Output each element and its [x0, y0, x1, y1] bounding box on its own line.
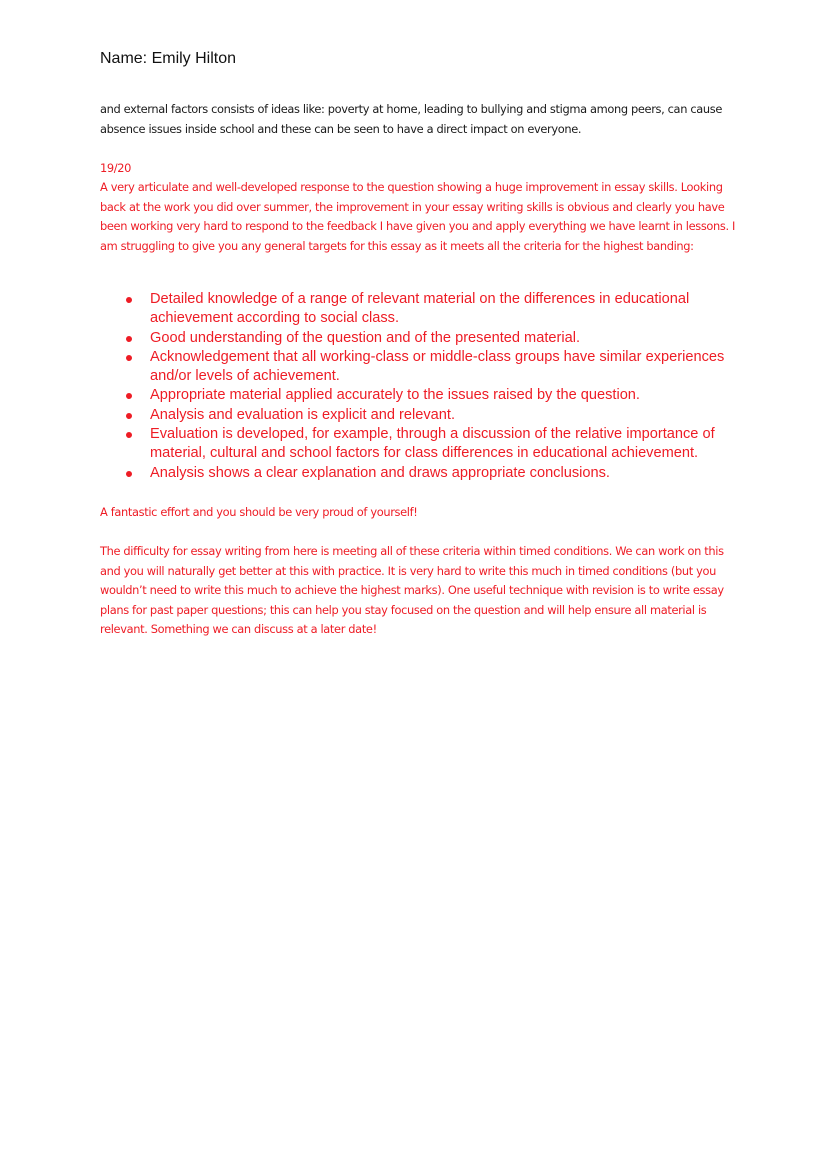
criteria-item [100, 425, 740, 464]
criteria-item [100, 348, 740, 387]
bullet-icon [126, 355, 132, 361]
essay-continuation: and external factors consists of ideas like: poverty at home, leading to bullying and stigma among peers, can cause absence issues inside school and these can be seen to have a direct impact on everyone. [100, 102, 722, 136]
criteria-text: Analysis and evaluation is explicit and relevant. [150, 406, 456, 423]
feedback-score: 19/20 [100, 161, 132, 175]
student-name: Name: Emily Hilton [100, 50, 237, 67]
bullet-icon [126, 393, 132, 399]
feedback-intro: A very articulate and well-developed response to the question showing a huge improvement in essay skills. Looking back at the work you did over summer, the improvement in your essay writing skills is obvious and clearly you have been working very hard to respond to the feedback I have given you and apply everything we have learnt in lessons. I am struggling to give you any general targets for this essay as it meets all the criteria for the highest banding: [100, 180, 736, 253]
bullet-icon [126, 297, 132, 303]
bullet-icon [126, 413, 132, 419]
criteria-item [100, 386, 740, 405]
bullet-icon [126, 471, 132, 477]
criteria-text: Acknowledgement that all working-class or middle-class groups have similar experiences and/or levels of achievement. [150, 348, 725, 385]
bullet-icon [126, 336, 132, 342]
criteria-item [100, 464, 740, 483]
feedback-next-steps: The difficulty for essay writing from here is meeting all of these criteria within timed conditions. We can work on this and you will naturally get better at this with practice. It is very hard to write this much in timed conditions (but you wouldn’t need to write this much to achieve the highest marks). One useful technique with revision is to write essay plans for past paper questions; this can help you stay focused on the question and will help ensure all material is relevant. Something we can discuss at a later date! [100, 544, 724, 637]
criteria-text: Good understanding of the question and of the presented material. [150, 329, 581, 346]
feedback-praise: A fantastic effort and you should be very proud of yourself! [100, 505, 418, 519]
bullet-icon [126, 432, 132, 438]
criteria-item [100, 290, 740, 329]
criteria-text: Analysis shows a clear explanation and draws appropriate conclusions. [150, 464, 610, 481]
criteria-text: Detailed knowledge of a range of relevant material on the differences in educational achievement according to social class. [150, 291, 690, 327]
criteria-text: Appropriate material applied accurately to the issues raised by the question. [150, 387, 640, 404]
criteria-text: Evaluation is developed, for example, through a discussion of the relative importance of material, cultural and school factors for class differences in educational achievement. [150, 426, 715, 462]
criteria-item [100, 329, 740, 348]
criteria-list [100, 290, 740, 483]
criteria-item [100, 406, 740, 425]
